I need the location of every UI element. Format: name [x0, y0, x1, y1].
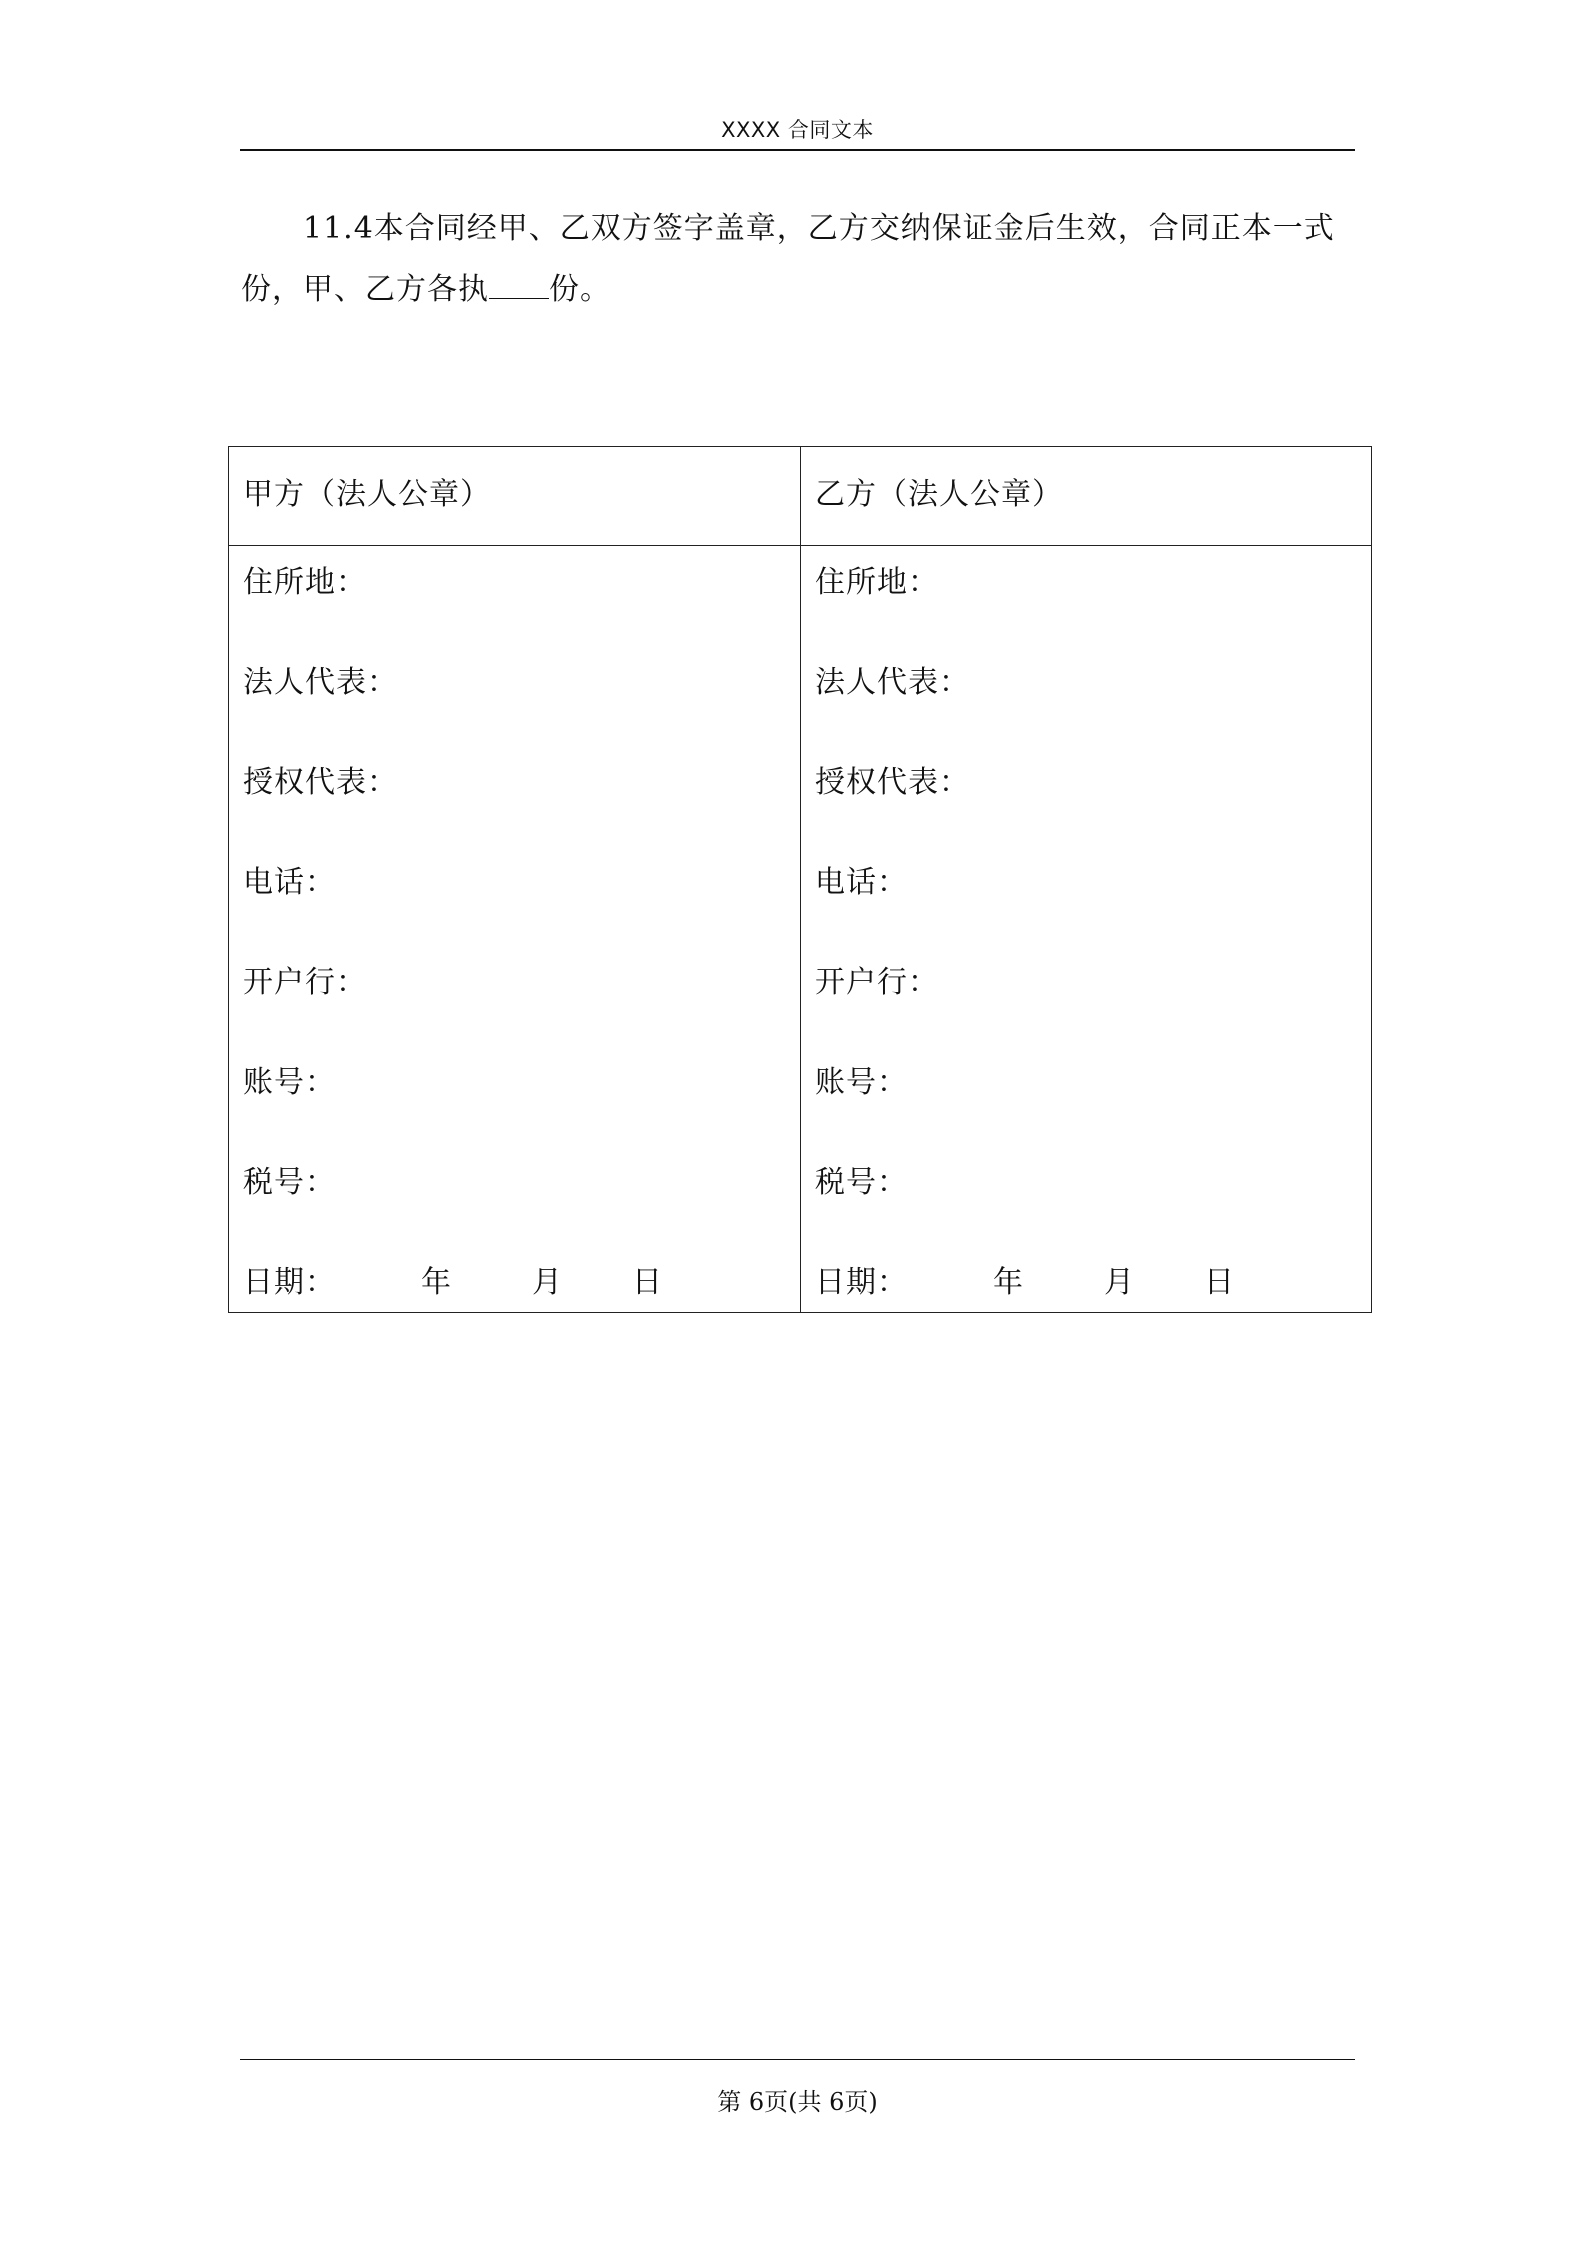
party-b-month-label: 月 [1104, 1265, 1134, 1300]
party-a-day-label: 日 [632, 1265, 662, 1300]
party-a-legal-rep-label: 法人代表： [243, 665, 398, 700]
footer-rule [240, 2059, 1355, 2060]
party-a-phone-label: 电话： [243, 865, 336, 900]
party-b-address-label: 住所地： [815, 565, 939, 600]
signature-table [228, 446, 1372, 1313]
party-a-column [229, 447, 799, 1312]
party-b-column [801, 447, 1371, 1312]
clause-11-4 [241, 198, 1355, 320]
party-a-year-label: 年 [421, 1265, 451, 1300]
party-b-tax-id-label: 税号： [815, 1165, 908, 1200]
party-b-legal-rep-label: 法人代表： [815, 665, 970, 700]
clause-end-text: 份。 [549, 272, 611, 307]
party-a-tax-id-label: 税号： [243, 1165, 336, 1200]
party-b-bank-label: 开户行： [815, 965, 939, 1000]
party-b-title: 乙方（法人公章） [815, 477, 1063, 512]
party-a-date-label: 日期： [243, 1265, 336, 1300]
party-a-bank-label: 开户行： [243, 965, 367, 1000]
copies-each-blank [489, 297, 549, 299]
party-b-year-label: 年 [993, 1265, 1023, 1300]
party-b-account-label: 账号： [815, 1065, 908, 1100]
party-a-month-label: 月 [532, 1265, 562, 1300]
party-a-address-label: 住所地： [243, 565, 367, 600]
party-b-authorized-rep-label: 授权代表： [815, 765, 970, 800]
clause-text-part-1: 11.4本合同经甲、乙双方签字盖章，乙方交纳保证金后生效，合同正本一式 [303, 211, 1335, 246]
party-a-account-label: 账号： [243, 1065, 336, 1100]
party-a-title: 甲方（法人公章） [243, 477, 491, 512]
party-b-phone-label: 电话： [815, 865, 908, 900]
after-copies-text: 份，甲、乙方各执 [241, 272, 489, 307]
page-header-title: XXXX 合同文本 [721, 118, 874, 142]
page-number: 第 6页(共 6页) [717, 2088, 878, 2116]
header-rule [240, 149, 1355, 151]
party-b-day-label: 日 [1204, 1265, 1234, 1300]
party-b-date-label: 日期： [815, 1265, 908, 1300]
party-a-authorized-rep-label: 授权代表： [243, 765, 398, 800]
